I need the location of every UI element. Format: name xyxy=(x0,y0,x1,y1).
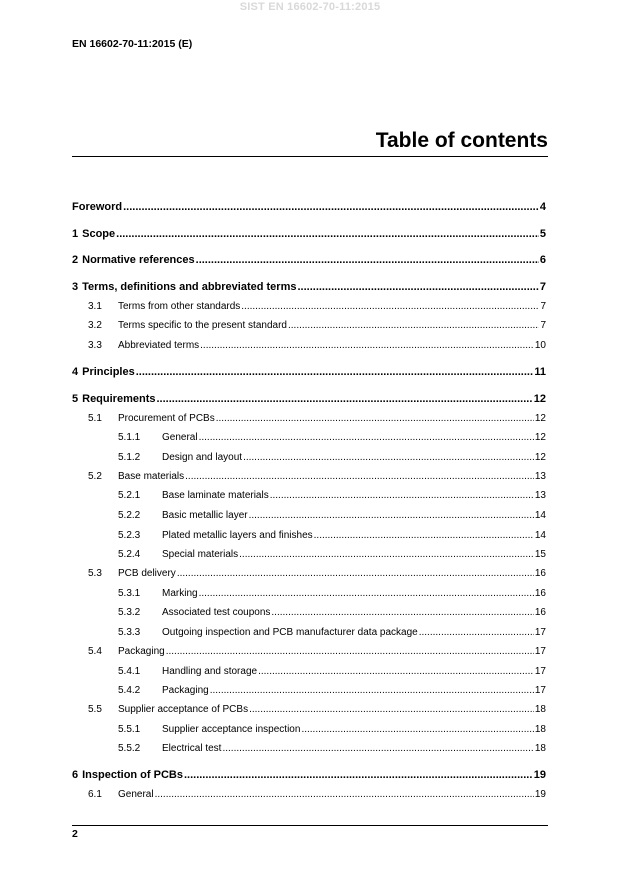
toc-entry-page: 17 xyxy=(534,685,546,696)
toc-entry[interactable] xyxy=(72,607,546,618)
toc-entry[interactable] xyxy=(72,452,546,463)
toc-entry-label: Supplier acceptance of PCBs xyxy=(118,704,249,715)
toc-entry[interactable] xyxy=(72,201,546,213)
toc-entry-number: 5.2.3 xyxy=(118,530,141,541)
toc-entry-label: Supplier acceptance inspection xyxy=(162,724,301,735)
toc-entry[interactable] xyxy=(72,789,546,800)
toc-entry[interactable] xyxy=(72,340,546,351)
dot-leader xyxy=(166,646,534,657)
dot-leader xyxy=(258,666,534,677)
toc-entry-label: General xyxy=(162,432,198,443)
toc-entry-number: 5.1 xyxy=(88,413,102,424)
toc-entry-label: Associated test coupons xyxy=(162,607,271,618)
toc-entry-page: 17 xyxy=(534,627,546,638)
toc-entry-number: 5.5.2 xyxy=(118,743,141,754)
toc-entry[interactable] xyxy=(72,530,546,541)
dot-leader xyxy=(199,588,534,599)
dot-leader xyxy=(249,704,534,715)
toc-entry-page: 7 xyxy=(540,301,546,312)
toc-entry-label: Special materials xyxy=(162,549,239,560)
document-id: EN 16602-70-11:2015 (E) xyxy=(72,38,193,50)
toc-entry-page: 6 xyxy=(539,254,546,266)
toc-entry-number: 6 xyxy=(72,769,79,781)
toc-entry-label: Scope xyxy=(82,228,116,240)
toc-entry-number: 5.1.2 xyxy=(118,452,141,463)
toc-entry-page: 11 xyxy=(534,366,546,378)
dot-leader xyxy=(177,568,534,579)
toc-entry[interactable] xyxy=(72,393,546,405)
dot-leader xyxy=(239,549,534,560)
toc-entry[interactable] xyxy=(72,510,546,521)
table-of-contents xyxy=(72,0,546,877)
dot-leader xyxy=(156,393,532,405)
toc-entry-page: 15 xyxy=(534,549,546,560)
toc-entry-page: 19 xyxy=(534,789,546,800)
dot-leader xyxy=(185,471,534,482)
toc-entry-label: Electrical test xyxy=(162,743,222,754)
toc-entry-label: Terms specific to the present standard xyxy=(118,320,287,331)
toc-entry-label: Foreword xyxy=(72,201,123,213)
toc-entry-label: Outgoing inspection and PCB manufacturer data package xyxy=(162,627,418,638)
toc-entry-label: PCB delivery xyxy=(118,568,176,579)
toc-entry-number: 3.3 xyxy=(88,340,102,351)
toc-entry-page: 13 xyxy=(534,490,546,501)
toc-entry-page: 7 xyxy=(539,281,546,293)
toc-entry-label: Abbreviated terms xyxy=(118,340,200,351)
toc-entry-number: 5.3.1 xyxy=(118,588,141,599)
toc-entry-label: Packaging xyxy=(162,685,209,696)
toc-entry-number: 3.1 xyxy=(88,301,102,312)
toc-entry-label: Handling and storage xyxy=(162,666,258,677)
toc-entry-number: 5.5 xyxy=(88,704,102,715)
toc-entry-label: Base materials xyxy=(118,471,185,482)
dot-leader xyxy=(136,366,534,378)
dot-leader xyxy=(271,607,533,618)
dot-leader xyxy=(241,301,539,312)
toc-entry-label: Requirements xyxy=(82,393,156,405)
dot-leader xyxy=(210,685,534,696)
toc-entry-number: 5.4.2 xyxy=(118,685,141,696)
toc-entry-page: 12 xyxy=(534,413,546,424)
toc-entry-page: 12 xyxy=(534,432,546,443)
toc-entry-label: Plated metallic layers and finishes xyxy=(162,530,313,541)
toc-entry[interactable] xyxy=(72,724,546,735)
dot-leader xyxy=(419,627,534,638)
dot-leader xyxy=(297,281,538,293)
toc-entry-number: 5.2 xyxy=(88,471,102,482)
toc-entry-page: 16 xyxy=(534,568,546,579)
dot-leader xyxy=(200,340,534,351)
dot-leader xyxy=(116,228,539,240)
dot-leader xyxy=(243,452,534,463)
watermark: SIST EN 16602-70-11:2015 xyxy=(239,1,381,13)
toc-entry[interactable] xyxy=(72,471,546,482)
toc-entry[interactable] xyxy=(72,366,546,378)
dot-leader xyxy=(199,432,534,443)
toc-entry-number: 5.3.2 xyxy=(118,607,141,618)
dot-leader xyxy=(184,769,533,781)
toc-entry[interactable] xyxy=(72,685,546,696)
toc-entry-label: Terms, definitions and abbreviated terms xyxy=(82,281,297,293)
toc-entry-page: 16 xyxy=(534,588,546,599)
toc-entry[interactable] xyxy=(72,588,546,599)
toc-entry-number: 3.2 xyxy=(88,320,102,331)
toc-entry-page: 12 xyxy=(533,393,546,405)
toc-entry-label: Base laminate materials xyxy=(162,490,269,501)
toc-entry[interactable] xyxy=(72,704,546,715)
toc-entry-number: 5.2.1 xyxy=(118,490,141,501)
toc-entry-number: 3 xyxy=(72,281,79,293)
footer-divider xyxy=(72,825,548,826)
toc-entry-page: 12 xyxy=(534,452,546,463)
toc-entry-label: Marking xyxy=(162,588,198,599)
toc-entry-page: 14 xyxy=(534,530,546,541)
toc-entry[interactable] xyxy=(72,549,546,560)
dot-leader xyxy=(216,413,534,424)
toc-entry-page: 18 xyxy=(534,743,546,754)
toc-entry-page: 16 xyxy=(534,607,546,618)
toc-entry-page: 10 xyxy=(534,340,546,351)
toc-entry-number: 5.4 xyxy=(88,646,102,657)
toc-entry-label: Normative references xyxy=(82,254,195,266)
toc-entry-number: 5.4.1 xyxy=(118,666,141,677)
page-title: Table of contents xyxy=(375,129,548,152)
toc-entry-page: 4 xyxy=(539,201,546,213)
toc-entry-label: Terms from other standards xyxy=(118,301,241,312)
toc-entry-page: 19 xyxy=(533,769,546,781)
toc-entry[interactable] xyxy=(72,666,546,677)
dot-leader xyxy=(155,789,534,800)
toc-entry-number: 4 xyxy=(72,366,79,378)
toc-entry-number: 5 xyxy=(72,393,79,405)
toc-entry-page: 5 xyxy=(539,228,546,240)
toc-entry-number: 5.1.1 xyxy=(118,432,141,443)
toc-entry[interactable] xyxy=(72,646,546,657)
toc-entry-label: Design and layout xyxy=(162,452,243,463)
toc-entry[interactable] xyxy=(72,301,546,312)
dot-leader xyxy=(288,320,539,331)
toc-entry[interactable] xyxy=(72,769,546,781)
toc-entry-label: Principles xyxy=(82,366,135,378)
dot-leader xyxy=(249,510,534,521)
toc-entry-number: 5.2.2 xyxy=(118,510,141,521)
toc-entry-number: 1 xyxy=(72,228,79,240)
dot-leader xyxy=(222,743,533,754)
toc-entry[interactable] xyxy=(72,568,546,579)
toc-entry-label: Inspection of PCBs xyxy=(82,769,183,781)
toc-entry-label: Basic metallic layer xyxy=(162,510,248,521)
toc-entry-label: Procurement of PCBs xyxy=(118,413,215,424)
dot-leader xyxy=(314,530,534,541)
toc-entry[interactable] xyxy=(72,228,546,240)
toc-entry-label: General xyxy=(118,789,154,800)
toc-entry-label: Packaging xyxy=(118,646,165,657)
toc-entry[interactable] xyxy=(72,432,546,443)
toc-entry-number: 5.2.4 xyxy=(118,549,141,560)
toc-entry-page: 17 xyxy=(534,646,546,657)
toc-entry-number: 5.3 xyxy=(88,568,102,579)
toc-entry[interactable] xyxy=(72,490,546,501)
toc-entry-number: 6.1 xyxy=(88,789,102,800)
toc-entry[interactable] xyxy=(72,254,546,266)
dot-leader xyxy=(123,201,539,213)
toc-entry[interactable] xyxy=(72,281,546,293)
toc-entry-page: 18 xyxy=(534,724,546,735)
page-number: 2 xyxy=(72,828,78,840)
dot-leader xyxy=(301,724,533,735)
toc-entry-page: 13 xyxy=(534,471,546,482)
dot-leader xyxy=(270,490,534,501)
toc-entry[interactable] xyxy=(72,627,546,638)
toc-entry-page: 14 xyxy=(534,510,546,521)
toc-entry[interactable] xyxy=(72,320,546,331)
toc-entry[interactable] xyxy=(72,743,546,754)
toc-entry-number: 5.5.1 xyxy=(118,724,141,735)
toc-entry-page: 18 xyxy=(534,704,546,715)
toc-entry-page: 17 xyxy=(534,666,546,677)
toc-entry-number: 5.3.3 xyxy=(118,627,141,638)
toc-entry-number: 2 xyxy=(72,254,79,266)
toc-entry[interactable] xyxy=(72,413,546,424)
toc-entry-page: 7 xyxy=(540,320,546,331)
dot-leader xyxy=(196,254,539,266)
